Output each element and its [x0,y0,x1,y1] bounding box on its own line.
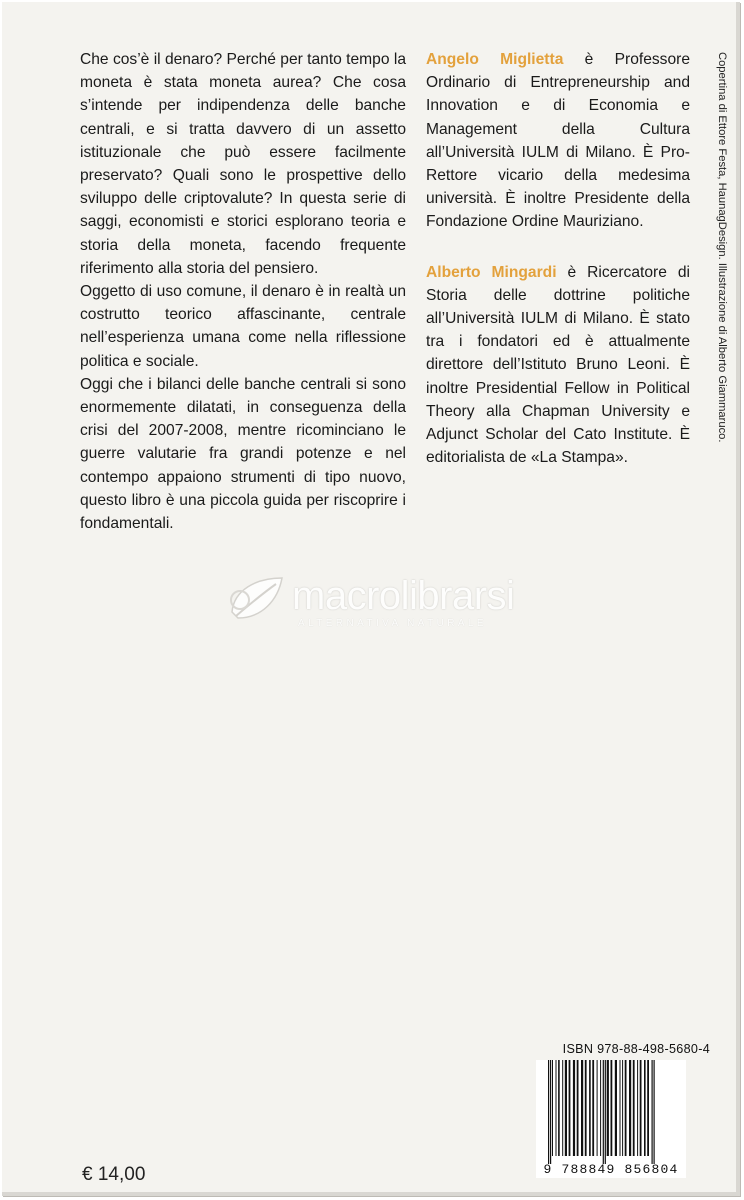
author-bio-miglietta [426,48,690,234]
barcode-guard [652,1060,653,1164]
barcode-bar [573,1060,575,1156]
blurb-paragraph-1: Che cos’è il denaro? Perché per tanto tempo la moneta è stata moneta aurea? Che cosa s’intende per indipendenza delle banche centrali, e si tratta davvero di un assetto istituzionale che può essere facilmente preservato? Quali sono le prospettive dello sviluppo delle criptovalute? In questa serie di saggi, economisti e storici esplorano teoria e storia della moneta, facendo frequente riferimento alla storia del pensiero. [80,51,406,277]
barcode-guard [603,1060,604,1164]
barcode-bar [581,1060,583,1156]
barcode-bar [592,1060,594,1156]
barcode-bar [552,1060,553,1156]
barcode-bar [637,1060,638,1156]
barcode-bar [569,1060,571,1156]
barcode-bars [540,1060,682,1178]
book-back-cover [2,2,740,1196]
author-name-mingardi: Alberto Mingardi [426,263,557,281]
barcode-bar [625,1060,627,1156]
barcode-bar [629,1060,631,1156]
price-label: € 14,00 [82,1164,146,1185]
author-bio-mingardi [426,261,690,470]
author-name-miglietta: Angelo Miglietta [426,51,564,68]
cover-credit-vertical: Copertina di Ettore Festa, HaunagDesign. Illustrazione di Alberto Giammaruco. [716,52,728,443]
watermark-tagline: ALTERNATIVA NATURALE [298,618,487,629]
barcode-bar [589,1060,591,1156]
barcode-bar [597,1060,598,1156]
barcode-bar [620,1060,621,1156]
barcode-digits: 9 788849 856804 [543,1162,679,1177]
leaf-logo-icon [226,572,288,630]
watermark-brand: macrolibrarsi [292,574,515,618]
barcode-bar [633,1060,635,1156]
barcode-bar [562,1060,563,1156]
barcode-bar [647,1060,649,1156]
barcode-guard [654,1060,655,1164]
barcode-bar [585,1060,587,1156]
blurb-paragraph-2: Oggetto di uso comune, il denaro è in realtà un costrutto teorico affascinante, centrale nell’esperienza umana come nella riflessione politica e sociale. [80,283,406,370]
barcode-bar [622,1060,623,1156]
barcode-bar [607,1060,609,1156]
author-bio-text-miglietta: è Professore Ordinario di Entrepreneurship and Innovation e di Economia e Management della Cultura all’Università IULM di Milano. È Pro-Rettore vicario della medesima università. È inoltre Presidente della Fondazione Ordine Mauriziano. [426,51,691,231]
barcode-bar [611,1060,613,1156]
barcode-guard [550,1060,551,1164]
authors-column [426,48,690,496]
watermark [226,570,526,636]
barcode-bar [558,1060,560,1156]
barcode-bar [600,1060,601,1156]
barcode-guard [548,1060,549,1164]
barcode-bar [556,1060,557,1156]
barcode-bar [565,1060,567,1156]
isbn-number: ISBN 978-88-498-5680-4 [562,1042,710,1056]
barcode [536,1060,686,1178]
barcode-guard [605,1060,606,1164]
blurb-paragraph-3: Oggi che i bilanci delle banche centrali si sono enormemente dilatati, in conseguenza della crisi del 2007-2008, mentre ricominciano le guerre valutarie fra grandi potenze e nel contempo appaiono strumenti di tipo nuovo, questo libro è una piccola guida per riscoprire i fondamentali. [80,375,406,533]
barcode-bar [615,1060,617,1156]
barcode-bar [577,1060,579,1156]
blurb-column [80,48,406,535]
barcode-bar [640,1060,642,1156]
barcode-bar [644,1060,646,1156]
isbn-block [526,1042,724,1178]
author-bio-text-mingardi: è Ricercatore di Storia delle dottrine politiche all’Università IULM di Milano. È stato tra i fondatori ed è attualmente direttore dell’Istituto Bruno Leoni. È inoltre Presidential Fellow in Political Theory alla Chapman University e Adjunct Scholar del Cato Institute. È editorialista de «La Stampa». [426,263,690,467]
